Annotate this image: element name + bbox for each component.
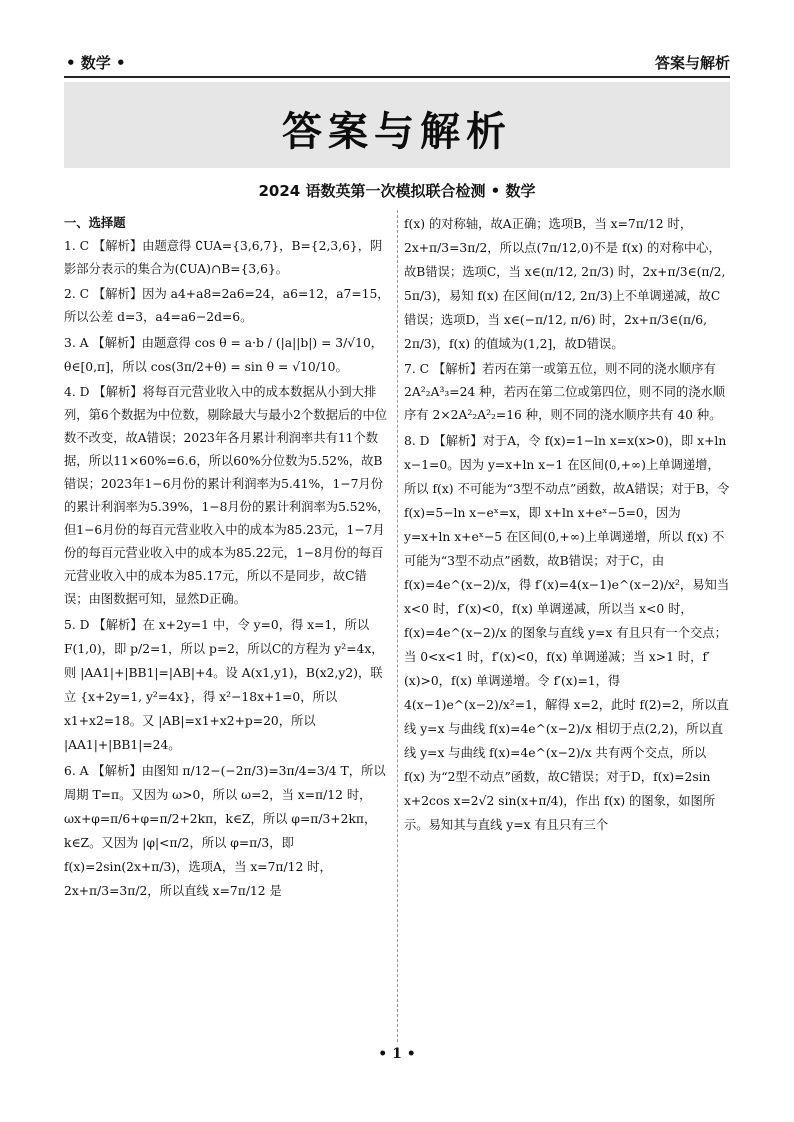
answer-item-1: 1. C 【解析】由题意得 ∁UA={3,6,7}，B={2,3,6}，阴影部分表示的集合为(∁UA)∩B={3,6}。 xyxy=(64,239,383,276)
exam-subtitle: 2024 语数英第一次模拟联合检测 • 数学 xyxy=(258,182,536,200)
page-number: • 1 • xyxy=(378,1046,416,1062)
answer-item-7: 7. C 【解析】若丙在第一或第五位，则不同的浇水顺序有 2A²₂A³₃=24 种，若丙在第二位或第四位，则不同的浇水顺序有 2×2A²₂A²₂=16 种，则不同的浇水顺序共有 40 种。 xyxy=(404,362,726,422)
answer-item-6-continued: f(x) 的对称轴，故A正确；选项B，当 x=7π/12 时，2x+π/3=3π/2，所以点(7π/12,0)不是 f(x) 的对称中心，故B错误；选项C，当 x∈(π/12, 2π/3) 时，2x+π/3∈(π/2, 5π/3)，易知 f(x) 在区间(π/12, 2π/3)上不单调递减，故C错误；选项D，当 x∈(−π/12, π/6) 时，2x+π/3∈(π/6, 2π/3)，f(x) 的值域为(1,2]，故D错误。 xyxy=(404,217,726,351)
left-column xyxy=(64,212,390,905)
answer-item-2: 2. C 【解析】因为 a4+a8=2a6=24，a6=12，a7=15，所以公差 d=3，a4=a6−2d=6。 xyxy=(64,287,390,324)
answer-item-5: 5. D 【解析】在 x+2y=1 中，令 y=0，得 x=1，所以 F(1,0)，即 p/2=1，所以 p=2，所以C的方程为 y²=4x，则 |AA1|+|BB1|=|AB|+4。设 A(x1,y1)，B(x2,y2)，联立 {x+2y=1, y²=4x}，得 x²−18x+1=0，所以 x1+x2=18。又 |AB|=x1+x2+p=20，所以 |AA1|+|BB1|=24。 xyxy=(64,618,384,752)
answer-item-4: 4. D 【解析】将每百元营业收入中的成本数据从小到大排列，第6个数据为中位数，剔除最大与最小2个数据后的中位数不改变，故A错误；2023年各月累计利润率共有11个数据，所以11×60%=6.6，所以60%分位数为5.52%，故B错误；2023年1−6月份的累计利润率为5.41%，1−7月份的累计利润率为5.39%，1−8月份的累计利润率为5.52%，但1−6月份的每百元营业收入中的成本为85.23元，1−7月份的每百元营业收入中的成本为85.22元，1−8月份的每百元营业收入中的成本为85.17元，所以不是同步，故C错误；由图数据可知，显然D正确。 xyxy=(64,385,390,606)
section-heading: 一、选择题 xyxy=(64,216,126,230)
answer-item-8: 8. D 【解析】对于A，令 f(x)=1−ln x=x(x>0)，即 x+ln x−1=0。因为 y=x+ln x−1 在区间(0,+∞)上单调递增，所以 f(x) 不可能为“3型不动点”函数，故A错误；对于B，令 f(x)=5−ln x−eˣ=x，即 x+ln x+eˣ−5=0，因为 y=x+ln x+eˣ−5 在区间(0,+∞)上单调递增，所以 f(x) 不可能为“3型不动点”函数，故B错误；对于C，由 f(x)=4e^(x−2)/x，得 f′(x)=4(x−1)e^(x−2)/x²，易知当 x<0 时，f′(x)<0，f(x) 单调递减，所以当 x<0 时，f(x)=4e^(x−2)/x 的图象与直线 y=x 有且只有一个交点；当 0<x<1 时，f′(x)<0，f(x) 单调递减；当 x>1 时，f′(x)>0，f(x) 单调递增。令 f′(x)=1，得 4(x−1)e^(x−2)/x²=1，解得 x=2，此时 f(2)=2，所以直线 y=x 与曲线 f(x)=4e^(x−2)/x 相切于点(2,2)，所以直线 y=x 与曲线 f(x)=4e^(x−2)/x 共有两个交点，所以 f(x) 为“2型不动点”函数，故C错误；对于D，f(x)=2sin x+2cos x=2√2 sin(x+π/4)，作出 f(x) 的图象，如图所示。易知其与直线 y=x 有且只有三个 xyxy=(404,434,730,832)
header-section-title: 答案与解析 xyxy=(654,54,730,72)
header-subject: • 数学 • xyxy=(66,54,126,72)
banner-title: 答案与解析 xyxy=(282,109,512,155)
column-divider xyxy=(397,210,399,1042)
title-banner xyxy=(64,82,730,168)
answer-item-3: 3. A 【解析】由题意得 cos θ = a·b / (|a||b|) = 3/√10，θ∈[0,π]，所以 cos(3π/2+θ) = sin θ = √10/10。 xyxy=(64,336,384,374)
right-column xyxy=(404,212,730,839)
answer-item-6: 6. A 【解析】由图知 π/12−(−2π/3)=3π/4=3/4 T，所以周期 T=π。又因为 ω>0，所以 ω=2，当 x=π/12 时，ωx+φ=π/6+φ=π/2+2kπ，k∈Z，所以 φ=π/3+2kπ，k∈Z。又因为 |φ|<π/2，所以 φ=π/3，即 f(x)=2sin(2x+π/3)，选项A，当 x=7π/12 时，2x+π/3=3π/2，所以直线 x=7π/12 是 xyxy=(64,764,386,898)
header-rule xyxy=(64,76,730,78)
